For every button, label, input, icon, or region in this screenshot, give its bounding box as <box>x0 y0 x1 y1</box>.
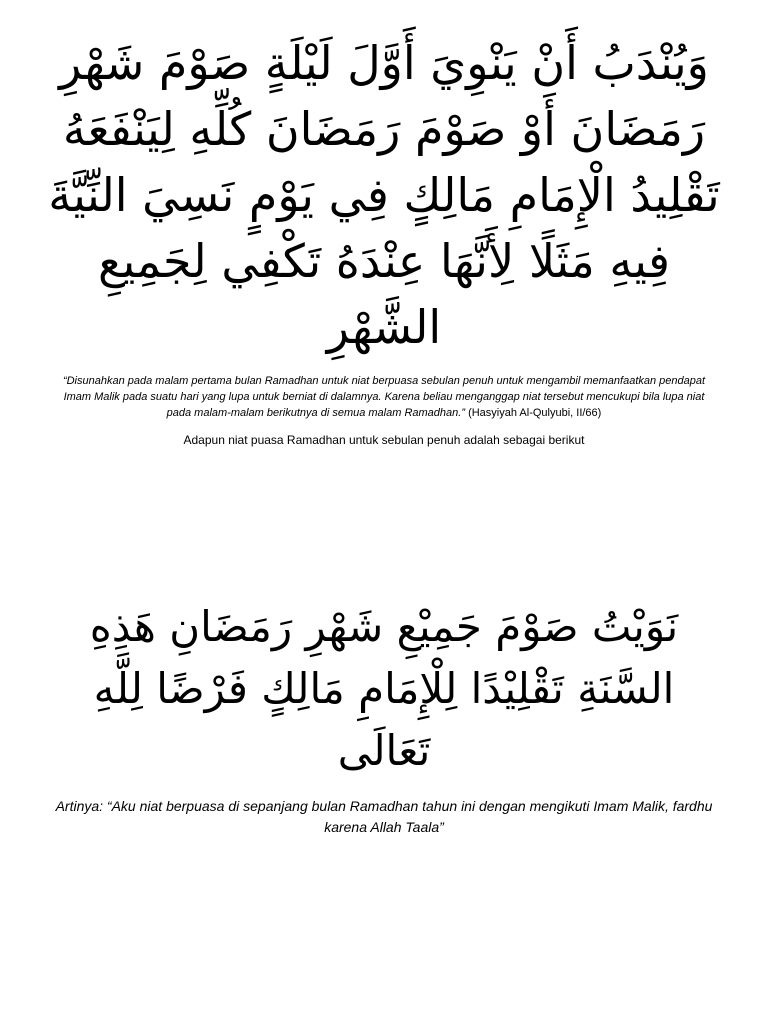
quote-block <box>60 373 708 421</box>
quote-text: “Disunahkan pada malam pertama bulan Ramadhan untuk niat berpuasa sebulan penuh untuk mengambil memanfaatkan pendapat Imam Malik pada suatu hari yang lupa untuk berniat di dalamnya. Karena beliau menganggap niat tersebut mencukupi bila lupa niat pada malam-malam berikutnya di semua malam Ramadhan.” <box>62 375 706 419</box>
arabic-passage: وَيُنْدَبُ أَنْ يَنْوِيَ أَوَّلَ لَيْلَةٍ صَوْمَ شَهْرِ رَمَضَانَ أَوْ صَوْمَ رَمَضَانَ كُلِّهِ لِيَنْفَعَهُ تَقْلِيدُ الْإِمَامِ مَالِكٍ فِي يَوْمٍ نَسِيَ النِّيَّةَ فِيهِ مَثَلًا لِأَنَّهَا عِنْدَهُ تَكْفِي لِجَمِيعِ الشَّهْرِ <box>48 36 720 354</box>
translation-text: Artinya: “Aku niat berpuasa di sepanjang bulan Ramadhan tahun ini dengan mengikuti Imam Malik, fardhu karena Allah Taala” <box>55 798 713 835</box>
quote-source: (Hasyiyah Al-Qulyubi, II/66) <box>468 407 602 419</box>
arabic-niat-text: نَوَيْتُ صَوْمَ جَمِيْعِ شَهْرِ رَمَضَانِ هَذِهِ السَّنَةِ تَقْلِيْدًا لِلْإِمَامِ مَالِكٍ فَرْضًا لِلَّهِ تَعَالَى <box>89 602 679 775</box>
intro-text: Adapun niat puasa Ramadhan untuk sebulan penuh adalah sebagai berikut <box>183 433 585 447</box>
